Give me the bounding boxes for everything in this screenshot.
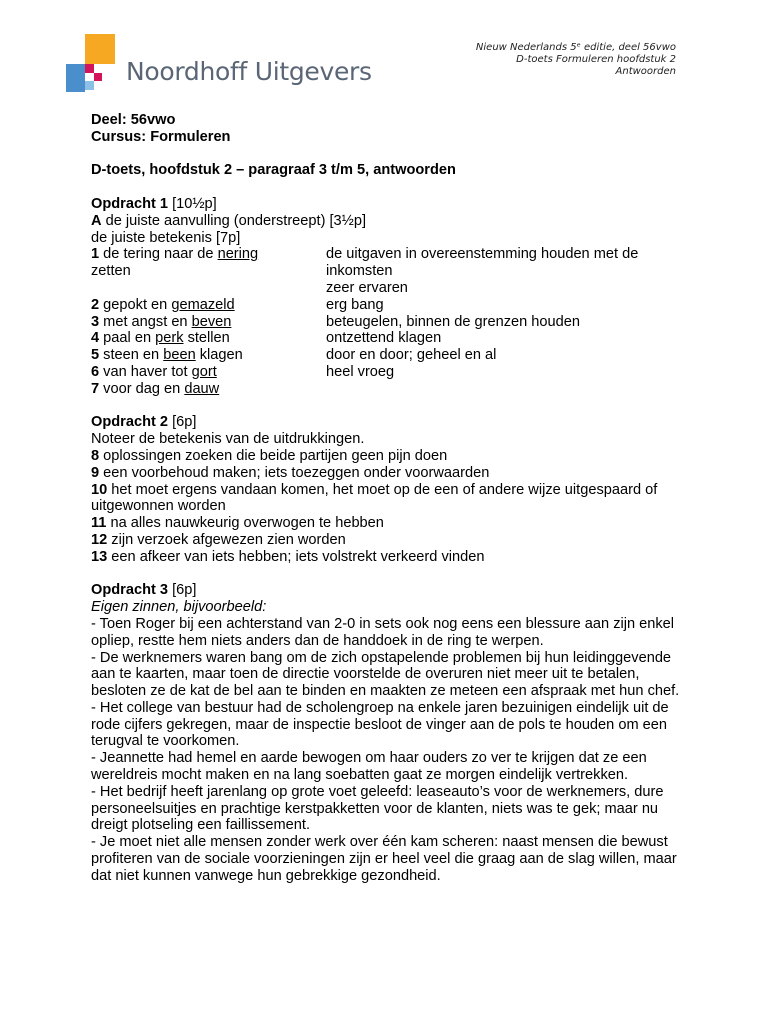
item-text: steen en: [99, 347, 164, 364]
list-item: [91, 314, 681, 331]
item-number: 11: [91, 515, 107, 532]
item-meaning: door en door; geheel en al: [326, 347, 497, 364]
item-text: oplossingen zoeken die beide partijen geen pijn doen: [99, 447, 448, 464]
list-item: [91, 364, 681, 381]
document-title: D-toets, hoofdstuk 2 – paragraaf 3 t/m 5, antwoorden: [91, 162, 456, 179]
opdracht-intro: Eigen zinnen, bijvoorbeeld:: [91, 599, 267, 616]
opdracht-points: [6p]: [168, 414, 197, 431]
item-text: van haver tot: [99, 363, 192, 380]
item-meaning: ontzettend klagen: [326, 330, 442, 347]
item-text: zijn verzoek afgewezen zien worden: [107, 531, 346, 548]
item-answer: been: [163, 347, 196, 364]
opdracht-heading: Opdracht 3: [91, 582, 169, 599]
item-answer: beven: [191, 313, 232, 330]
opdracht-3: [91, 582, 681, 884]
list-item: [91, 482, 681, 516]
list-item: [91, 347, 681, 364]
list-item: [91, 532, 681, 549]
item-number: 7: [91, 380, 100, 397]
item-text: gepokt en: [99, 296, 172, 313]
list-item: [91, 330, 681, 347]
item-text: na alles nauwkeurig overwogen te hebben: [106, 515, 384, 532]
opdracht-1: [91, 196, 681, 398]
item-number: 13: [91, 548, 108, 565]
document-header: [476, 42, 676, 78]
opdracht-intro: Noteer de betekenis van de uitdrukkingen.: [91, 431, 365, 448]
item-number: 4: [91, 330, 100, 347]
item-text: een voorbehoud maken; iets toezeggen onder voorwaarden: [99, 464, 490, 481]
header-line: Nieuw Nederlands 5ᵉ editie, deel 56vwo: [475, 42, 676, 53]
header-line: Antwoorden: [615, 66, 676, 77]
opdracht-2: [91, 414, 681, 565]
item-number: 3: [91, 313, 100, 330]
item-text: klagen: [195, 347, 243, 364]
item-answer: nering: [217, 246, 259, 263]
list-item: - De werknemers waren bang om de zich opstapelende problemen bij hun leidinggevende aan te kaarten, maar toen de directie voorstelde de overuren niet meer uit te betalen, besloten ze de kat de bel aan te binden en maakten ze meteen een afspraak met hun chef.: [91, 649, 680, 700]
list-item: - Het bedrijf heeft jarenlang op grote voet geleefd: leaseauto’s voor de werknemers, dure personeelsuitjes en prachtige kerstpakketten voor de klanten, niets was te gek; maar nu dreigt plotseling een faillissement.: [91, 783, 664, 834]
opdracht-heading: Opdracht 1: [91, 195, 169, 212]
list-item: [91, 515, 681, 532]
item-meaning: erg bang: [326, 296, 384, 313]
item-text: het moet ergens vandaan komen, het moet op de een of andere wijze uitgespaard of uitgewonnen worden: [91, 481, 658, 515]
item-answer: gemazeld: [171, 296, 235, 313]
list-item: [91, 246, 681, 263]
item-meaning: inkomsten: [326, 263, 393, 280]
item-number: 6: [91, 363, 100, 380]
cursus-label: Cursus: Formuleren: [91, 128, 231, 145]
item-number: 5: [91, 347, 100, 364]
item-number: 9: [91, 464, 100, 481]
item-meaning: zeer ervaren: [326, 279, 408, 296]
item-meaning: heel vroeg: [326, 363, 395, 380]
item-meaning: beteugelen, binnen de grenzen houden: [326, 313, 580, 330]
list-item: - Toen Roger bij een achterstand van 2-0 in sets ook nog eens een blessure aan zijn enkel opliep, restte hem niets anders dan de handdoek in de ring te werpen.: [91, 615, 675, 649]
list-item: [91, 448, 681, 465]
list-item: [91, 549, 681, 566]
item-text: stellen: [183, 330, 230, 347]
list-item: [91, 280, 681, 297]
list-item: [91, 381, 681, 398]
betekenis-line: de juiste betekenis [7p]: [91, 229, 241, 246]
item-answer: perk: [155, 330, 184, 347]
item-answer: gort: [191, 363, 217, 380]
list-item: - Jeannette had hemel en aarde bewogen om haar ouders zo ver te krijgen dat ze een wereldreis mocht maken en na lang soebatten gaat ze morgen eindelijk vertrekken.: [91, 750, 647, 784]
opdracht-heading: Opdracht 2: [91, 414, 169, 431]
item-number: 10: [91, 481, 108, 498]
item-answer: dauw: [184, 380, 220, 397]
item-number: 2: [91, 296, 100, 313]
publisher-name: Noordhoff Uitgevers: [126, 57, 372, 86]
list-item: - Je moet niet alle mensen zonder werk over één kam scheren: naast mensen die bewust profiteren van de sociale voorzieningen zijn er heel veel die graag aan de slag willen, maar dat niet kunnen vanwege hun gebrekkige gezondheid.: [91, 834, 677, 884]
item-meaning: [326, 381, 681, 398]
deel-label: Deel: 56vwo: [91, 112, 176, 128]
item-text: de tering naar de: [99, 246, 218, 263]
item-text: met angst en: [99, 313, 192, 330]
logo-mark-icon: [66, 34, 126, 94]
document-body: [91, 112, 681, 885]
item-number: 12: [91, 531, 108, 548]
item-text: voor dag en: [99, 380, 185, 397]
opdracht-points: [10½p]: [168, 195, 217, 212]
item-number: 8: [91, 447, 100, 464]
item-number: 1: [91, 246, 100, 263]
list-item: [91, 465, 681, 482]
part-text: de juiste aanvulling (onderstreept) [3½p]: [101, 212, 367, 229]
item-meaning: de uitgaven in overeenstemming houden met de: [326, 246, 639, 263]
header-line: D-toets Formuleren hoofdstuk 2: [516, 54, 676, 65]
item-text: een afkeer van iets hebben; iets volstrekt verkeerd vinden: [107, 548, 485, 565]
list-item: [91, 263, 681, 280]
list-item: [91, 297, 681, 314]
list-item: - Het college van bestuur had de scholengroep na enkele jaren bezuinigen eindelijk uit de rode cijfers gekregen, maar de inspectie besloot de vinger aan de pols te houden om een terugval te voorkomen.: [91, 699, 669, 750]
opdracht-points: [6p]: [168, 582, 197, 599]
item-text: paal en: [99, 330, 156, 347]
publisher-logo: [66, 34, 372, 94]
item-text: zetten: [91, 263, 131, 280]
part-label: A: [91, 212, 102, 229]
